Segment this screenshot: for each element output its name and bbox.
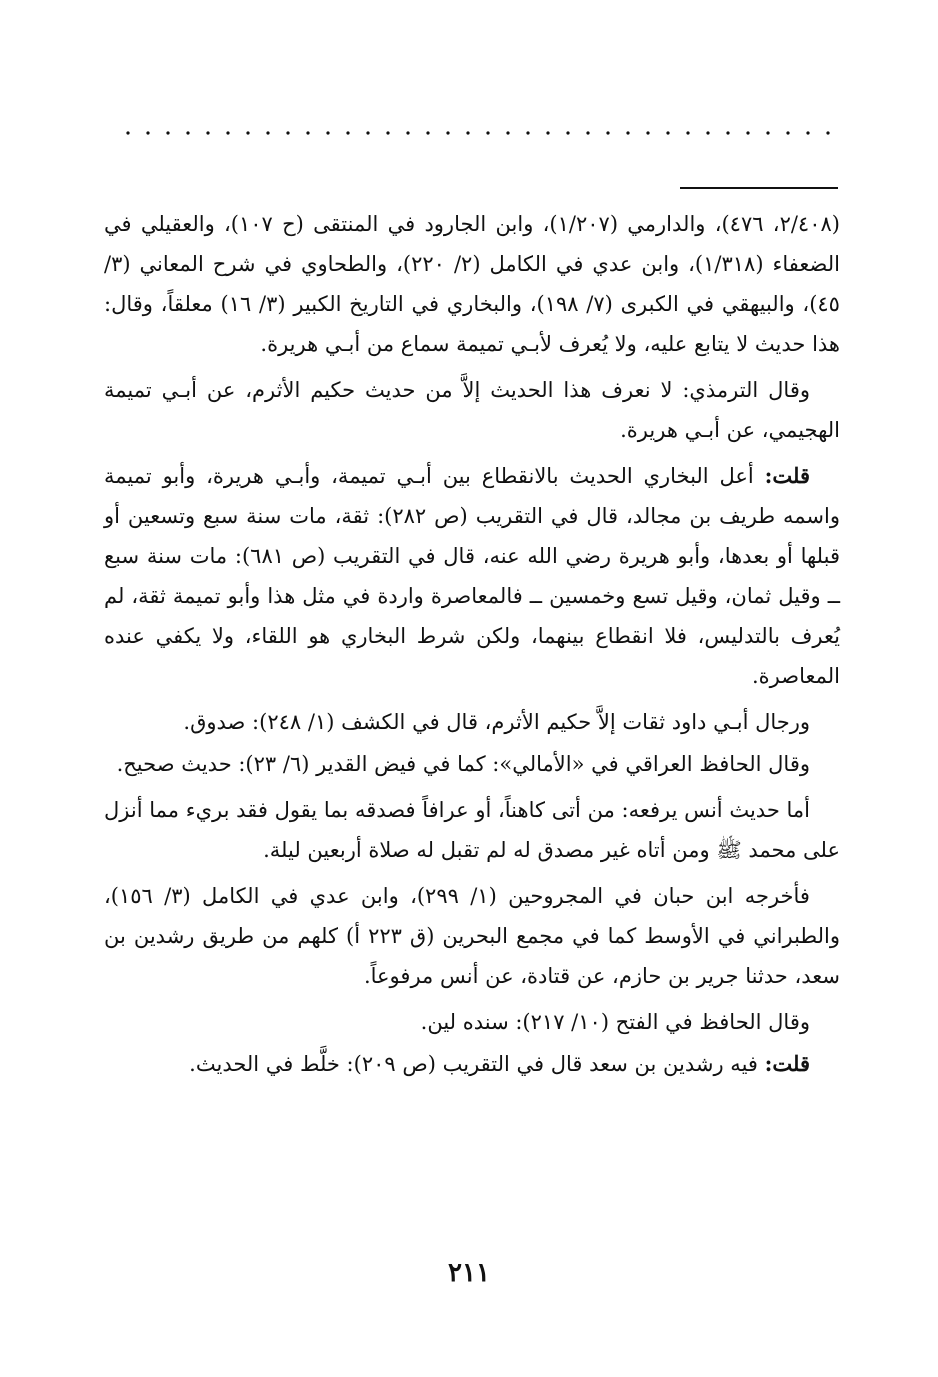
paragraph-4: ورجال أبـي داود ثقات إلاَّ حكيم الأثرم، قال في الكشف (١/ ٢٤٨): صدوق.: [183, 710, 810, 734]
qalt-lead: قلت:: [764, 1051, 810, 1076]
footnote-text: [104, 204, 840, 1090]
paragraph-7: فأخرجه ابن حبان في المجروحين (١/ ٢٩٩)، وابن عدي في الكامل (٣/ ١٥٦)، والطبراني في الأوسط كما في مجمع البحرين (ق ٢٢٣ أ) كلهم من طريق رشدين بن سعد، حدثنا جرير بن حازم، عن قتادة، عن أنس مرفوعاً.: [104, 884, 841, 988]
dotted-separator: [118, 126, 838, 140]
paragraph-2: وقال الترمذي: لا نعرف هذا الحديث إلاَّ من حديث حكيم الأثرم، عن أبـي تميمة الهجيمي، عن أبـي هريرة.: [104, 378, 840, 442]
paragraph-1: (٢/٤٠٨، ٤٧٦)، والدارمي (١/٢٠٧)، وابن الجارود في المنتقى (ح ١٠٧)، والعقيلي في الضعفاء (١/٣١٨)، وابن عدي في الكامل (٢/ ٢٢٠)، والطحاوي في شرح المعاني (٣/ ٤٥)، والبيهقي في الكبرى (٧/ ١٩٨)، والبخاري في التاريخ الكبير (٣/ ١٦) معلقاً، وقال: هذا حديث لا يتابع عليه، ولا يُعرف لأبـي تميمة سماع من أبـي هريرة.: [104, 212, 840, 356]
paragraph-5: وقال الحافظ العراقي في «الأمالي»: كما في فيض القدير (٦/ ٢٣): حديث صحيح.: [116, 752, 810, 776]
paragraph-3: قلت: أعل البخاري الحديث بالانقطاع بين أبـي تميمة، وأبـي هريرة، وأبو تميمة واسمه طريف بن مجالد، قال في التقريب (ص ٢٨٢): ثقة، مات سنة سبع وتسعين أو قبلها أو بعدها، وأبو هريرة رضي الله عنه، قال في التقريب (ص ٦٨١): مات سنة سبع ــ وقيل ثمان، وقيل تسع وخمسين ــ فالمعاصرة واردة في مثل هذا وأبو تميمة ثقة، لم يُعرف بالتدليس، فلا انقطاع بينهما، ولكن شرط البخاري هو اللقاء، ولا يكفي عنده المعاصرة.: [104, 463, 841, 688]
paragraph-6: أما حديث أنس يرفعه: من أتى كاهناً، أو عرافاً فصدقه بما يقول فقد بريء مما أنزل على محمد ﷺ ومن أتاه غير مصدق له لم تقبل له صلاة أربعين ليلة.: [104, 798, 840, 862]
paragraph-8: وقال الحافظ في الفتح (١٠/ ٢١٧): سنده لين.: [420, 1010, 810, 1034]
paragraph-9: قلت: فيه رشدين بن سعد قال في التقريب (ص ٢٠٩): خلَّط في الحديث.: [189, 1051, 810, 1076]
page-number: ٢١١: [448, 1258, 490, 1288]
qalt-lead: قلت:: [764, 463, 810, 488]
footnote-rule: [680, 187, 838, 189]
